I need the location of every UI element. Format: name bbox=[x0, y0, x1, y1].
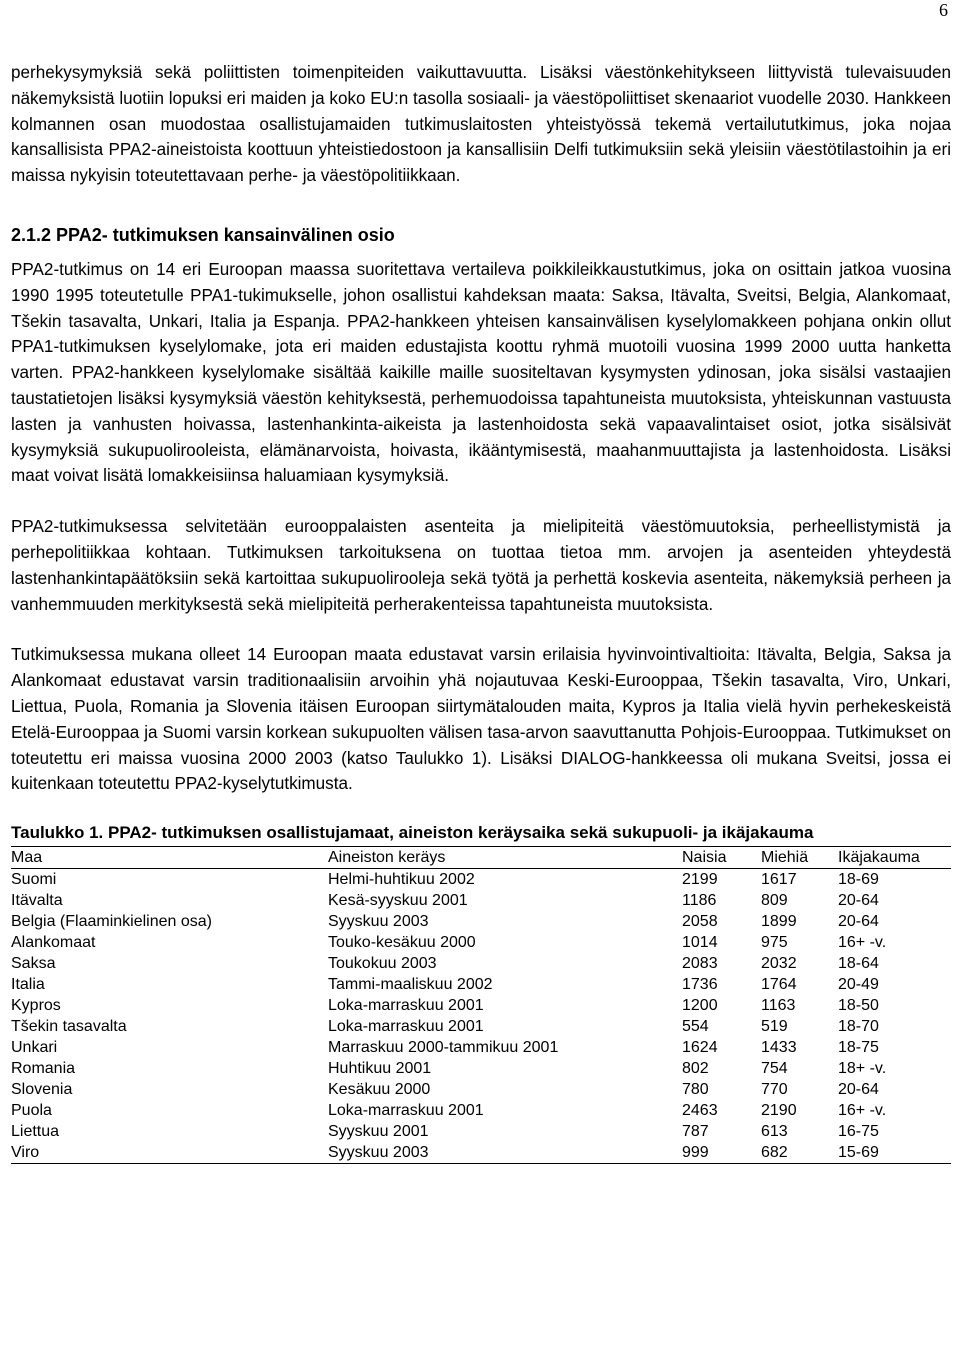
cell-age-range: 20-49 bbox=[838, 976, 879, 994]
table-body bbox=[11, 869, 951, 1164]
cell-country: Suomi bbox=[11, 871, 57, 889]
page-number: 6 bbox=[939, 0, 948, 20]
cell-women: 554 bbox=[682, 1018, 709, 1036]
paragraph-ppa2-description: PPA2-tutkimus on 14 eri Euroopan maassa suoritettava vertaileva poikkileikkaustutkimus, joka on osittain jatkoa vuosina 1990 1995 toteutetulle PPA1-tukimukselle, johon osallistui kahdeksan maata: Saksa, Itävalta, Sveitsi, Belgia, Alankomaat, Tšekin tasavalta, Unkari, Italia ja Espanja. PPA2-hankkeen yhteisen kansainvälisen kyselylomakkeen pohjana onkin ollut PPA1-tutkimuksen kyselylomake, jota eri maiden edustajista koottu ryhmä muotoili vuosina 1999 2000 uutta hanketta varten. PPA2-hankkeen kyselylomake sisältää kaikille maille suositeltavan kysymysten ydinosan, joka sisälsi vastaajien taustatietojen lisäksi kysymyksiä väestön kehityksestä, perhemuodoissa tapahtuneista muutoksista, yhteiskunnan vastuusta lasten ja vanhusten hoivassa, lastenhankinta-aikeista ja lastenhoidosta sekä vapaavalintaiset osiot, jotka sisälsivät kysymyksiä sukupuolirooleista, elämänarvoista, hoivasta, ikääntymisestä, maahanmuuttajista ja lastenhoidosta. Lisäksi maat voivat lisätä lomakkeisiinsa haluamiaan kysymyksiä. bbox=[11, 259, 951, 486]
cell-men: 1899 bbox=[761, 913, 797, 931]
cell-country: Saksa bbox=[11, 955, 56, 973]
paragraph-ppa2-aims: PPA2-tutkimuksessa selvitetään eurooppalaisten asenteita ja mielipiteitä väestömuutoksia, perheellistymistä ja perhepolitiikkaa kohtaan. Tutkimuksen tarkoituksena on tuottaa tietoa mm. arvojen ja asenteiden yhteydestä lastenhankintapäätöksiin sekä kartoittaa sukupuolirooleja sekä työtä ja perhettä koskevia asenteita, näkemyksiä perheen ja vanhemmuuden merkityksestä sekä mielipiteitä perherakenteissa tapahtuneista muutoksista. bbox=[11, 517, 951, 614]
paragraph-participating-countries: Tutkimuksessa mukana olleet 14 Euroopan maata edustavat varsin erilaisia hyvinvointivaltioita: Itävalta, Belgia, Saksa ja Alankomaat edustavat varsin traditionaalisiin arvoihin yhä nojautuvaa Keski-Eurooppaa, Tšekin tasavalta, Viro, Unkari, Liettua, Puola, Romania ja Slovenia itäisen Euroopan siirtymätalouden maita, Kypros ja Italia vielä hyvin perhekeskeistä Etelä-Eurooppaa ja Suomi varsin korkean sukupuolten välisen tasa-arvon saavuttanutta Pohjois-Eurooppaa. Tutkimukset on toteutettu eri maissa vuosina 2000 2003 (katso Taulukko 1). Lisäksi DIALOG-hankkeessa oli mukana Sveitsi, jossa ei kuitenkaan toteutettu PPA2-kyselytutkimusta. bbox=[11, 645, 951, 794]
cell-age-range: 20-64 bbox=[838, 913, 879, 931]
cell-country: Unkari bbox=[11, 1039, 58, 1057]
header-collection-period: Aineiston keräys bbox=[328, 847, 682, 869]
table-row bbox=[11, 911, 951, 932]
cell-men: 2032 bbox=[761, 955, 797, 973]
cell-collection-period: Helmi-huhtikuu 2002 bbox=[328, 871, 475, 889]
cell-women: 2463 bbox=[682, 1102, 718, 1120]
cell-men: 975 bbox=[761, 934, 788, 952]
cell-age-range: 20-64 bbox=[838, 892, 879, 910]
cell-age-range: 16+ -v. bbox=[838, 1102, 887, 1120]
cell-women: 1186 bbox=[682, 892, 717, 910]
cell-men: 519 bbox=[761, 1018, 788, 1036]
cell-women: 1624 bbox=[682, 1039, 718, 1057]
header-age-range: Ikäjakauma bbox=[838, 847, 951, 869]
cell-country: Itävalta bbox=[11, 892, 63, 910]
cell-age-range: 18+ -v. bbox=[838, 1060, 887, 1078]
cell-age-range: 18-75 bbox=[838, 1039, 879, 1057]
cell-men: 682 bbox=[761, 1142, 838, 1164]
table-row bbox=[11, 869, 951, 891]
cell-women: 1736 bbox=[682, 976, 718, 994]
table-row bbox=[11, 1058, 951, 1079]
cell-women: 802 bbox=[682, 1060, 709, 1078]
cell-men: 1764 bbox=[761, 976, 797, 994]
table-header-row bbox=[11, 847, 951, 869]
cell-country: Liettua bbox=[11, 1123, 60, 1141]
table-row bbox=[11, 1079, 951, 1100]
cell-collection-period: Toukokuu 2003 bbox=[328, 955, 437, 973]
cell-country: Viro bbox=[11, 1142, 328, 1164]
document-body bbox=[11, 60, 951, 1164]
cell-collection-period: Touko-kesäkuu 2000 bbox=[328, 934, 476, 952]
cell-women: 1200 bbox=[682, 997, 718, 1015]
cell-women: 1014 bbox=[682, 934, 718, 952]
cell-country: Tšekin tasavalta bbox=[11, 1018, 127, 1036]
table-row bbox=[11, 932, 951, 953]
cell-collection-period: Kesä-syyskuu 2001 bbox=[328, 892, 468, 910]
table-row bbox=[11, 1016, 951, 1037]
cell-collection-period: Kesäkuu 2000 bbox=[328, 1081, 431, 1099]
cell-age-range: 18-50 bbox=[838, 997, 879, 1015]
cell-women: 787 bbox=[682, 1123, 709, 1141]
header-women: Naisia bbox=[682, 847, 761, 869]
cell-age-range: 18-69 bbox=[838, 871, 879, 889]
cell-men: 1163 bbox=[761, 997, 796, 1015]
cell-age-range: 18-64 bbox=[838, 955, 879, 973]
cell-women: 780 bbox=[682, 1081, 709, 1099]
cell-collection-period: Syyskuu 2001 bbox=[328, 1123, 429, 1141]
cell-men: 809 bbox=[761, 892, 788, 910]
cell-age-range: 16+ -v. bbox=[838, 934, 887, 952]
table-row bbox=[11, 974, 951, 995]
cell-country: Slovenia bbox=[11, 1081, 73, 1099]
cell-age-range: 18-70 bbox=[838, 1018, 879, 1036]
cell-men: 613 bbox=[761, 1123, 788, 1141]
cell-country: Alankomaat bbox=[11, 934, 96, 952]
table-row bbox=[11, 953, 951, 974]
cell-men: 770 bbox=[761, 1081, 788, 1099]
cell-collection-period: Loka-marraskuu 2001 bbox=[328, 1018, 484, 1036]
table-row bbox=[11, 890, 951, 911]
cell-women: 2058 bbox=[682, 913, 718, 931]
cell-women: 2083 bbox=[682, 955, 718, 973]
cell-age-range: 20-64 bbox=[838, 1081, 879, 1099]
cell-collection-period: Syyskuu 2003 bbox=[328, 913, 429, 931]
header-country: Maa bbox=[11, 847, 328, 869]
intro-paragraph: perhekysymyksiä sekä poliittisten toimenpiteiden vaikuttavuutta. Lisäksi väestönkehitykseen liittyvistä tulevaisuuden näkemyksistä luotiin lopuksi eri maiden ja koko EU:n tasolla sosiaali- ja väestöpoliittiset skenaariot vuodelle 2030. Hankkeen kolmannen osan muodostaa osallistujamaiden tutkimuslaitosten yhteistyössä tekemä vertailututkimus, joka nojaa kansallisista PPA2-aineistoista koottuun yhteistiedostoon ja kansallisiin Delfi tutkimuksiin sekä yleisiin väestötilastoihin ja eri maissa nykyisin toteutettavaan perhe- ja väestöpolitiikkaan. bbox=[11, 63, 951, 186]
table-row bbox=[11, 1121, 951, 1142]
cell-age-range: 15-69 bbox=[838, 1142, 951, 1164]
cell-country: Romania bbox=[11, 1060, 76, 1078]
table-row bbox=[11, 1037, 951, 1058]
cell-women: 999 bbox=[682, 1142, 761, 1164]
cell-collection-period: Loka-marraskuu 2001 bbox=[328, 1102, 484, 1120]
cell-men: 754 bbox=[761, 1060, 788, 1078]
cell-country: Italia bbox=[11, 976, 45, 994]
table-row bbox=[11, 995, 951, 1016]
cell-collection-period: Marraskuu 2000-tammikuu 2001 bbox=[328, 1039, 559, 1057]
cell-age-range: 16-75 bbox=[838, 1123, 879, 1141]
cell-men: 1617 bbox=[761, 871, 797, 889]
cell-men: 1433 bbox=[761, 1039, 797, 1057]
cell-country: Puola bbox=[11, 1102, 52, 1120]
cell-collection-period: Huhtikuu 2001 bbox=[328, 1060, 432, 1078]
header-men: Miehiä bbox=[761, 847, 838, 869]
table-row bbox=[11, 1100, 951, 1121]
cell-collection-period: Loka-marraskuu 2001 bbox=[328, 997, 484, 1015]
table-caption: Taulukko 1. PPA2- tutkimuksen osallistujamaat, aineiston keräysaika sekä sukupuoli- ja ikäjakauma bbox=[11, 823, 814, 843]
cell-collection-period: Syyskuu 2003 bbox=[328, 1142, 682, 1164]
cell-men: 2190 bbox=[761, 1102, 797, 1120]
cell-women: 2199 bbox=[682, 871, 718, 889]
cell-country: Kypros bbox=[11, 997, 61, 1015]
section-heading: 2.1.2 PPA2- tutkimuksen kansainvälinen osio bbox=[11, 224, 395, 245]
table-row bbox=[11, 1142, 951, 1164]
cell-collection-period: Tammi-maaliskuu 2002 bbox=[328, 976, 493, 994]
cell-country: Belgia (Flaaminkielinen osa) bbox=[11, 913, 212, 931]
participants-table bbox=[11, 846, 951, 1164]
